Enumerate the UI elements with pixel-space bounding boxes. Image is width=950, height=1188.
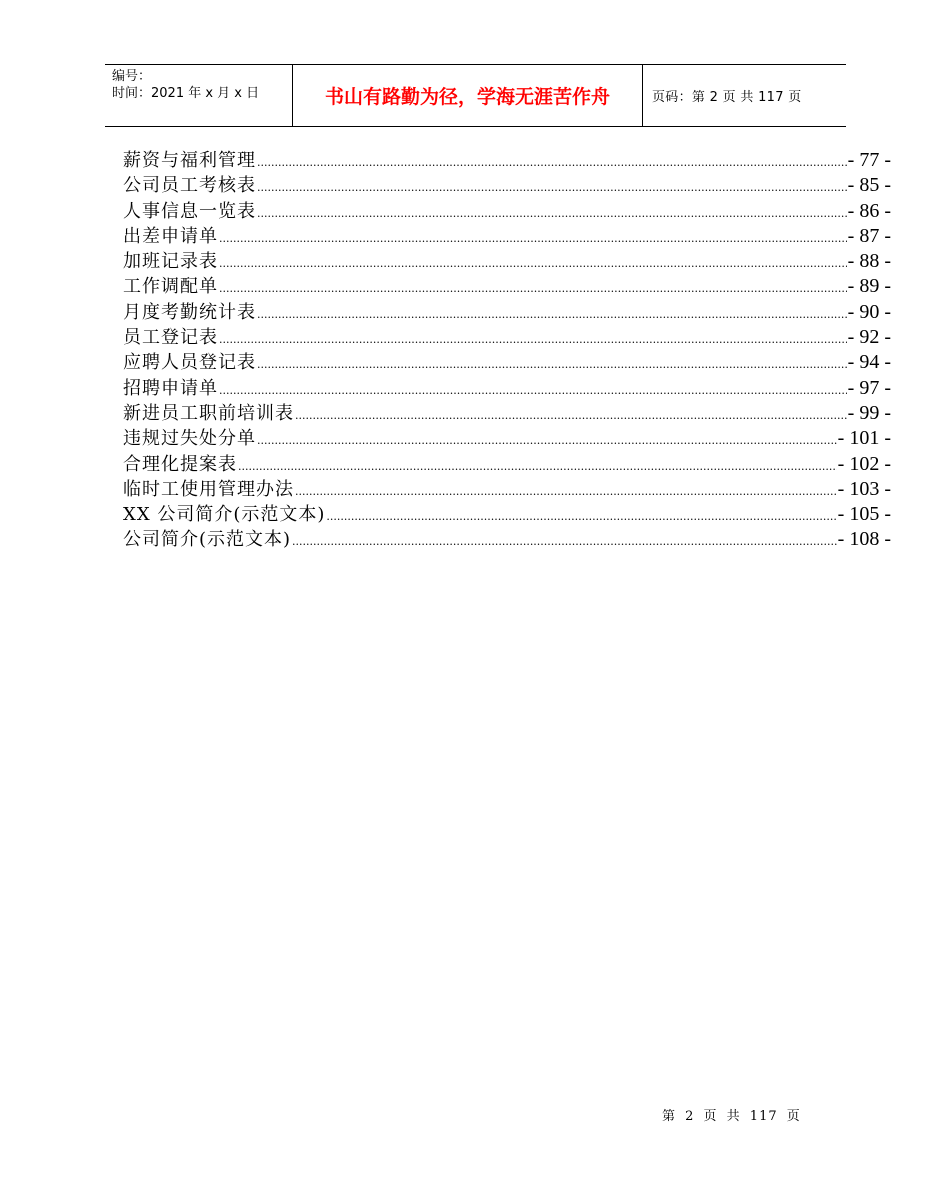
toc-entry-page: - 101 - — [837, 427, 891, 450]
toc-dot-leader — [219, 382, 847, 400]
toc-entry[interactable] — [123, 350, 891, 375]
page-header — [105, 64, 846, 127]
toc-entry-title: 人事信息一览表 — [123, 200, 256, 222]
header-motto: 书山有路勤为径，学海无涯苦作舟 — [324, 86, 610, 108]
toc-entry[interactable] — [123, 274, 891, 299]
toc-entry-page: - 99 - — [847, 401, 891, 424]
toc-dot-leader — [219, 280, 847, 298]
toc-entry-title: 应聘人员登记表 — [123, 352, 256, 374]
toc-entry-page: - 77 - — [847, 149, 891, 171]
toc-entry-page: - 88 - — [847, 250, 891, 273]
toc-entry-title: 工作调配单 — [123, 276, 218, 298]
toc-entry-title: 临时工使用管理办法 — [123, 478, 294, 500]
toc-entry[interactable] — [123, 502, 891, 527]
toc-entry-page: - 105 - — [837, 503, 891, 526]
toc-entry-page: - 108 - — [837, 528, 891, 551]
toc-dot-leader — [257, 356, 847, 374]
toc-entry-page: - 90 - — [847, 300, 891, 323]
toc-dot-leader — [326, 508, 836, 526]
toc-entry[interactable] — [123, 148, 891, 173]
table-of-contents — [123, 148, 891, 553]
header-page-code: 页码：第 2 页 共 117 页 — [652, 90, 802, 105]
toc-entry-page: - 103 - — [837, 477, 891, 500]
toc-entry[interactable] — [123, 199, 891, 224]
toc-dot-leader — [257, 432, 837, 450]
toc-entry[interactable] — [123, 477, 891, 502]
toc-entry-title: 出差申请单 — [123, 225, 218, 247]
toc-dot-leader — [257, 306, 847, 324]
toc-entry[interactable] — [123, 249, 891, 274]
toc-dot-leader — [257, 205, 847, 223]
toc-entry-page: - 89 - — [847, 275, 891, 298]
toc-entry[interactable] — [123, 401, 891, 426]
toc-entry[interactable] — [123, 452, 891, 477]
toc-entry-page: - 102 - — [837, 452, 891, 475]
toc-entry-page: - 85 - — [847, 174, 891, 197]
toc-entry[interactable] — [123, 325, 891, 350]
page-footer — [662, 1105, 806, 1124]
toc-entry-page: - 97 - — [847, 376, 891, 399]
footer-page-label: 第 2 页 共 117 页 — [662, 1109, 801, 1124]
toc-entry-title: 月度考勤统计表 — [123, 301, 256, 323]
toc-entry[interactable] — [123, 376, 891, 401]
toc-dot-leader — [219, 255, 847, 273]
toc-dot-leader — [292, 533, 837, 551]
toc-entry-title: 员工登记表 — [123, 327, 218, 349]
toc-entry-page: - 87 - — [847, 224, 891, 247]
toc-dot-leader — [219, 331, 847, 349]
toc-entry[interactable] — [123, 527, 891, 552]
toc-entry-title: 加班记录表 — [123, 251, 218, 273]
toc-entry-title: XX 公司简介(示范文本) — [123, 504, 326, 526]
toc-entry[interactable] — [123, 426, 891, 451]
toc-entry-title: 公司员工考核表 — [123, 175, 256, 197]
toc-entry-title: 公司简介(示范文本) — [123, 529, 292, 551]
toc-entry-title: 薪资与福利管理 — [123, 150, 256, 171]
toc-dot-leader — [219, 230, 847, 248]
toc-dot-leader — [295, 407, 847, 425]
header-page-cell — [643, 65, 846, 126]
toc-entry-page: - 92 - — [847, 326, 891, 349]
toc-dot-leader — [295, 483, 837, 501]
header-motto-cell — [293, 65, 643, 126]
toc-entry-title: 违规过失处分单 — [123, 428, 256, 450]
toc-dot-leader — [257, 154, 847, 172]
toc-dot-leader — [238, 458, 837, 476]
toc-dot-leader — [257, 179, 847, 197]
toc-entry[interactable] — [123, 224, 891, 249]
toc-entry-title: 招聘申请单 — [123, 377, 218, 399]
date-label: 时间：2021 年 x 月 x 日 — [112, 86, 260, 101]
toc-entry-page: - 94 - — [847, 351, 891, 374]
doc-number-label: 编号： — [112, 69, 152, 84]
header-meta-cell — [105, 65, 293, 126]
toc-entry-title: 新进员工职前培训表 — [123, 402, 294, 424]
toc-entry-title: 合理化提案表 — [123, 453, 237, 475]
toc-entry-page: - 86 - — [847, 199, 891, 222]
toc-entry[interactable] — [123, 173, 891, 198]
toc-entry[interactable] — [123, 300, 891, 325]
